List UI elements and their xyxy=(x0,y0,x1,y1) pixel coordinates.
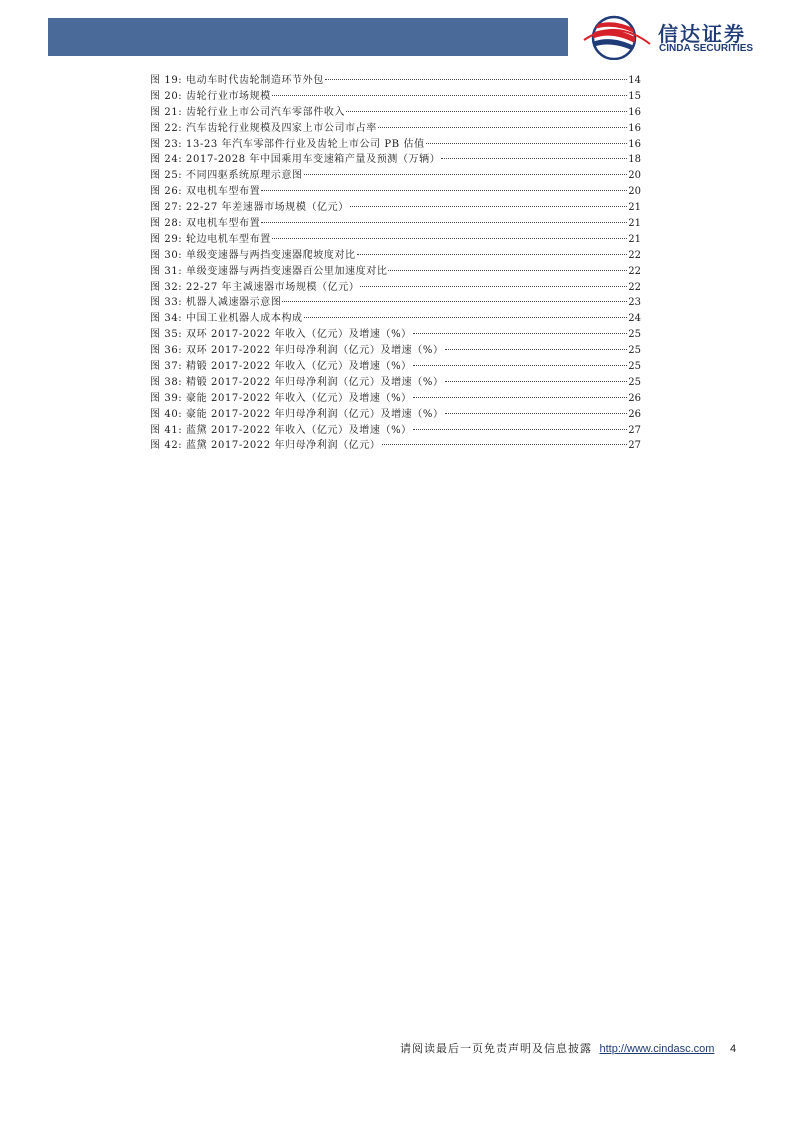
toc-entry[interactable] xyxy=(150,200,641,216)
toc-entry-label: 图 40: 豪能 2017-2022 年归母净利润（亿元）及增速（%） xyxy=(150,408,444,420)
toc-entry-label: 图 30: 单级变速器与两挡变速器爬坡度对比 xyxy=(150,249,356,261)
toc-entry-page: 27 xyxy=(628,424,641,436)
toc-entry-label: 图 26: 双电机车型布置 xyxy=(150,186,261,198)
toc-dot-leader xyxy=(413,397,627,398)
toc-dot-leader xyxy=(272,95,627,96)
toc-entry[interactable] xyxy=(150,407,641,423)
toc-dot-leader xyxy=(272,238,627,239)
toc-entry-label: 图 31: 单级变速器与两挡变速器百公里加速度对比 xyxy=(150,265,388,277)
toc-dot-leader xyxy=(261,222,627,223)
toc-entry-page: 16 xyxy=(628,138,641,150)
toc-entry[interactable] xyxy=(150,264,641,280)
toc-dot-leader xyxy=(325,79,627,80)
toc-entry[interactable] xyxy=(150,280,641,296)
toc-entry-label: 图 34: 中国工业机器人成本构成 xyxy=(150,313,303,325)
footer-url-link[interactable]: http://www.cindasc.com xyxy=(599,1043,715,1055)
toc-entry-page: 20 xyxy=(628,170,641,182)
toc-entry[interactable] xyxy=(150,311,641,327)
toc-entry[interactable] xyxy=(150,327,641,343)
toc-entry-label: 图 28: 双电机车型布置 xyxy=(150,218,261,230)
toc-entry-label: 图 27: 22-27 年差速器市场规模（亿元） xyxy=(150,202,349,214)
toc-dot-leader xyxy=(360,286,627,287)
toc-dot-leader xyxy=(388,270,627,271)
toc-entry[interactable] xyxy=(150,295,641,311)
toc-entry-page: 25 xyxy=(628,345,641,357)
toc-entry[interactable] xyxy=(150,184,641,200)
toc-dot-leader xyxy=(445,349,628,350)
toc-entry-label: 图 25: 不同四驱系统原理示意图 xyxy=(150,170,303,182)
toc-entry-label: 图 37: 精锻 2017-2022 年收入（亿元）及增速（%） xyxy=(150,361,412,373)
toc-entry-page: 26 xyxy=(628,392,641,404)
logo-name-en: CINDA SECURITIES xyxy=(659,43,754,54)
toc-entry-label: 图 23: 13-23 年汽车零部件行业及齿轮上市公司 PB 估值 xyxy=(150,138,425,150)
cinda-logo xyxy=(582,14,782,60)
logo-name-cn: 信达证券 xyxy=(658,22,746,46)
toc-entry-page: 18 xyxy=(628,154,641,166)
toc-entry-page: 22 xyxy=(628,281,641,293)
toc-entry[interactable] xyxy=(150,375,641,391)
toc-dot-leader xyxy=(426,143,628,144)
toc-dot-leader xyxy=(282,301,627,302)
toc-entry-label: 图 39: 豪能 2017-2022 年收入（亿元）及增速（%） xyxy=(150,392,412,404)
toc-dot-leader xyxy=(304,174,628,175)
toc-entry[interactable] xyxy=(150,121,641,137)
toc-entry[interactable] xyxy=(150,73,641,89)
toc-entry-page: 16 xyxy=(628,106,641,118)
toc-entry[interactable] xyxy=(150,232,641,248)
toc-entry-label: 图 20: 齿轮行业市场规模 xyxy=(150,90,271,102)
toc-entry-page: 22 xyxy=(628,265,641,277)
toc-dot-leader xyxy=(445,381,628,382)
toc-dot-leader xyxy=(382,444,628,445)
toc-entry[interactable] xyxy=(150,137,641,153)
toc-entry-page: 24 xyxy=(628,313,641,325)
toc-dot-leader xyxy=(261,190,627,191)
footer xyxy=(400,1041,740,1057)
toc-entry[interactable] xyxy=(150,168,641,184)
toc-dot-leader xyxy=(350,206,627,207)
toc-entry-label: 图 36: 双环 2017-2022 年归母净利润（亿元）及增速（%） xyxy=(150,345,444,357)
footer-disclaimer: 请阅读最后一页免责声明及信息披露 xyxy=(400,1042,592,1055)
header-bar xyxy=(48,18,568,56)
toc-entry-page: 21 xyxy=(628,218,641,230)
toc-entry-page: 25 xyxy=(628,376,641,388)
toc-entry[interactable] xyxy=(150,89,641,105)
toc-entry-page: 25 xyxy=(628,329,641,341)
toc-dot-leader xyxy=(304,317,628,318)
cinda-globe-logo-icon xyxy=(582,14,652,60)
toc-entry-page: 21 xyxy=(628,202,641,214)
toc-entry[interactable] xyxy=(150,152,641,168)
toc-entry-page: 22 xyxy=(628,249,641,261)
toc-dot-leader xyxy=(413,429,627,430)
toc-entry-label: 图 41: 蓝黛 2017-2022 年收入（亿元）及增速（%） xyxy=(150,424,412,436)
toc-entry-label: 图 29: 轮边电机车型布置 xyxy=(150,233,271,245)
toc-entry-label: 图 32: 22-27 年主减速器市场规模（亿元） xyxy=(150,281,360,293)
toc-entry-page: 20 xyxy=(628,186,641,198)
toc-entry[interactable] xyxy=(150,423,641,439)
toc-entry-label: 图 21: 齿轮行业上市公司汽车零部件收入 xyxy=(150,106,346,118)
toc-entry-page: 21 xyxy=(628,233,641,245)
toc-dot-leader xyxy=(413,333,627,334)
page-number: 4 xyxy=(729,1043,737,1055)
toc-entry-label: 图 33: 机器人减速器示意图 xyxy=(150,297,282,309)
toc-entry-label: 图 19: 电动车时代齿轮制造环节外包 xyxy=(150,75,324,86)
toc-entry-page: 26 xyxy=(628,408,641,420)
toc-entry-label: 图 42: 蓝黛 2017-2022 年归母净利润（亿元） xyxy=(150,440,381,452)
toc-entry-page: 16 xyxy=(628,122,641,134)
toc-dot-leader xyxy=(357,254,628,255)
figure-list xyxy=(150,73,641,454)
toc-entry-page: 25 xyxy=(628,361,641,373)
toc-entry-label: 图 35: 双环 2017-2022 年收入（亿元）及增速（%） xyxy=(150,329,412,341)
toc-entry-page: 14 xyxy=(628,75,641,86)
toc-entry-page: 27 xyxy=(628,440,641,452)
toc-dot-leader xyxy=(346,111,627,112)
toc-dot-leader xyxy=(413,365,627,366)
toc-entry-label: 图 38: 精锻 2017-2022 年归母净利润（亿元）及增速（%） xyxy=(150,376,444,388)
toc-entry[interactable] xyxy=(150,216,641,232)
toc-entry[interactable] xyxy=(150,391,641,407)
toc-dot-leader xyxy=(441,158,627,159)
toc-entry[interactable] xyxy=(150,248,641,264)
toc-entry[interactable] xyxy=(150,359,641,375)
toc-entry[interactable] xyxy=(150,343,641,359)
toc-entry-page: 23 xyxy=(628,297,641,309)
toc-entry[interactable] xyxy=(150,438,641,454)
toc-entry-page: 15 xyxy=(628,90,641,102)
toc-dot-leader xyxy=(445,413,628,414)
toc-entry-label: 图 24: 2017-2028 年中国乘用车变速箱产量及预测（万辆） xyxy=(150,154,441,166)
toc-dot-leader xyxy=(378,127,627,128)
toc-entry[interactable] xyxy=(150,105,641,121)
toc-entry-label: 图 22: 汽车齿轮行业规模及四家上市公司市占率 xyxy=(150,122,377,134)
